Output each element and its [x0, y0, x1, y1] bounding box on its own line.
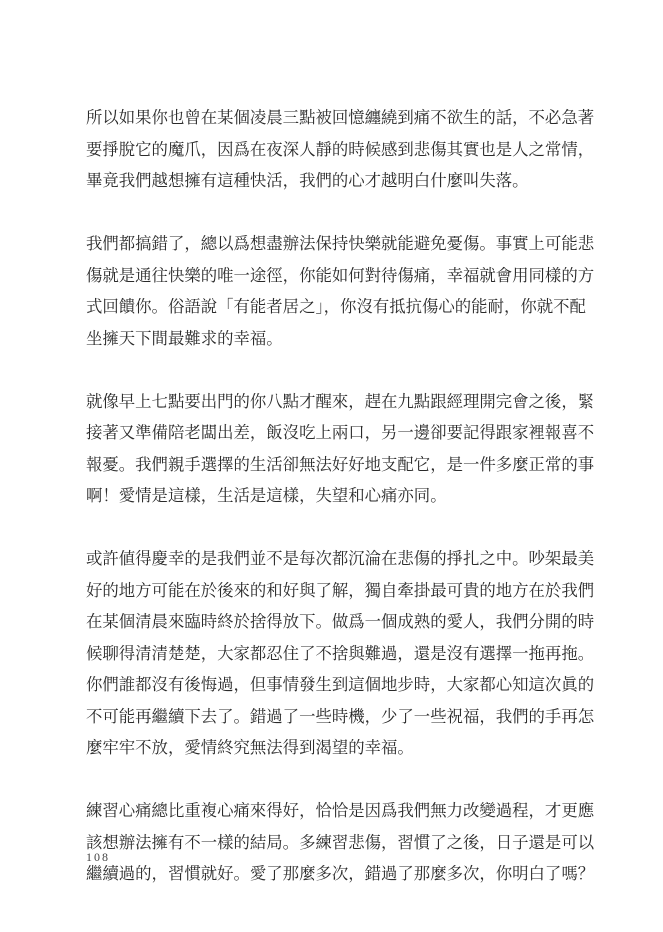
text-line: 啊！愛情是這樣，生活是這樣，失望和心痛亦同。: [86, 486, 447, 505]
text-line: 要掙脫它的魔爪，因爲在夜深人靜的時候感到悲傷其實也是人之常情，: [86, 139, 595, 159]
text-line: 傷就是通往快樂的唯一途徑，你能如何對待傷痛，幸福就會用同樣的方: [86, 265, 595, 285]
text-line: 該想辦法擁有不一樣的結局。多練習悲傷，習慣了之後，日子還是可以: [86, 832, 595, 852]
text-line: 練習心痛總比重複心痛來得好，恰恰是因爲我們無力改變過程，才更應: [86, 801, 595, 820]
text-line: 你們誰都沒有後悔過，但事情發生到這個地步時，大家都心知這次眞的: [86, 675, 595, 694]
text-line: 畢竟我們越想擁有這種快活，我們的心才越明白什麼叫失落。: [86, 171, 529, 190]
text-line: 我們都搞錯了，總以爲想盡辦法保持快樂就能避免憂傷。事實上可能悲: [86, 234, 595, 253]
paragraph-4: [86, 543, 595, 764]
text-line: 就像早上七點要出門的你八點才醒來，趕在九點跟經理開完會之後，緊: [86, 391, 595, 411]
text-line: 報憂。我們親手選擇的生活卻無法好好地支配它，是一件多麼正常的事: [86, 454, 595, 474]
text-line: 所以如果你也曾在某個凌晨三點被回憶纏繞到痛不欲生的話，不必急著: [86, 108, 595, 127]
text-line: 或許値得慶幸的是我們並不是每次都沉淪在悲傷的掙扎之中。吵架最美: [86, 549, 595, 568]
text-line: 不可能再繼續下去了。錯過了一些時機，少了一些祝福，我們的手再怎: [86, 706, 595, 726]
text-line: 坐擁天下間最難求的幸福。: [86, 328, 283, 348]
text-line: 在某個清晨來臨時終於捨得放下。做爲一個成熟的愛人，我們分開的時: [86, 612, 595, 631]
paragraph-3: [86, 386, 595, 512]
text-line: 式回饋你。俗語說「有能者居之」，你沒有抵抗傷心的能耐，你就不配: [86, 297, 586, 316]
page-number: 108: [86, 850, 110, 864]
paragraph-1: [86, 102, 595, 197]
paragraph-5: [86, 795, 595, 890]
text-line: 麼牢牢不放，愛情終究無法得到渴望的幸福。: [86, 738, 414, 757]
text-line: 候聊得清清楚楚，大家都忍住了不捨與難過，還是沒有選擇一拖再拖。: [86, 643, 595, 663]
text-line: 接著又準備陪老闆出差，飯沒吃上兩口，另一邊卻要記得跟家裡報喜不: [86, 423, 595, 442]
paragraph-2: [86, 228, 595, 354]
text-line: 好的地方可能在於後來的和好與了解，獨自牽掛最可貴的地方在於我們: [86, 580, 595, 600]
body-text: [86, 102, 595, 890]
text-line: 繼續過的，習慣就好。愛了那麼多次，錯過了那麼多次，你明白了嗎？: [86, 864, 595, 883]
